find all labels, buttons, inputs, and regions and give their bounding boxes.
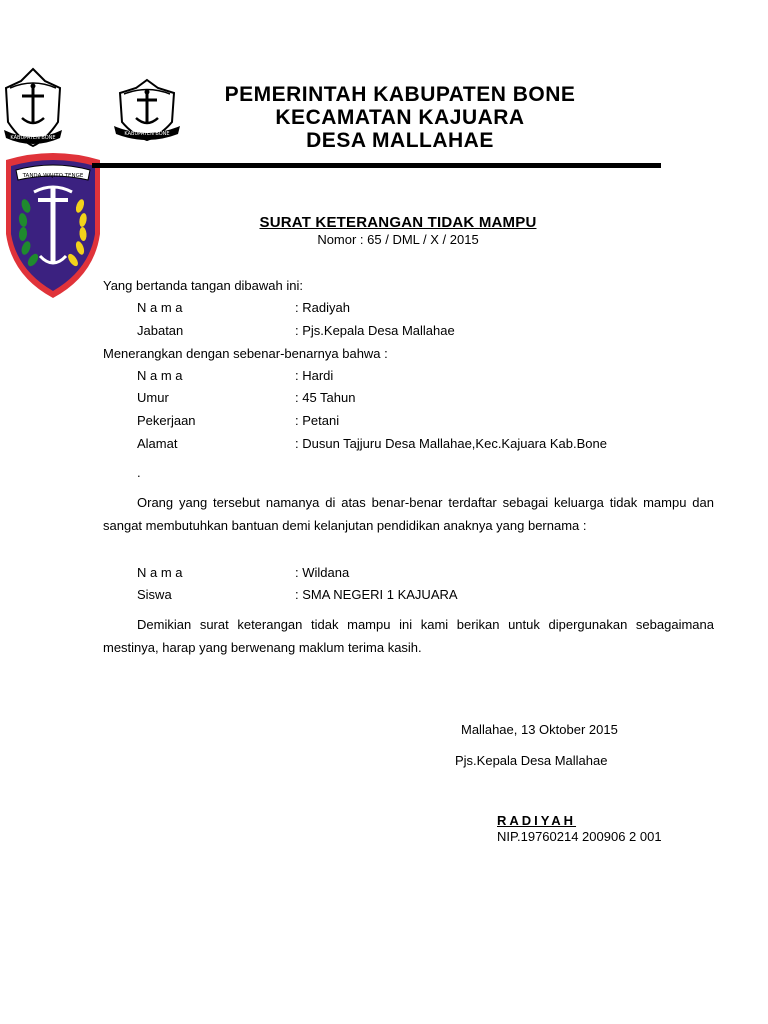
subject-age-value: : 45 Tahun [295,390,356,405]
child-school-value: : SMA NEGERI 1 KAJUARA [295,587,458,602]
child-name-value: : Wildana [295,565,350,580]
letter-title: SURAT KETERANGAN TIDAK MAMPU [259,214,537,231]
kabupaten-bone-emblem-left [2,66,64,152]
signer-nip: NIP.19760214 200906 2 001 [497,829,662,844]
place-date: Mallahae, 13 Oktober 2015 [461,722,618,737]
signer-position-value: : Pjs.Kepala Desa Mallahae [295,323,455,338]
header-government-title: PEMERINTAH KABUPATEN BONE [224,83,576,106]
signer-position-label: Jabatan [137,323,184,338]
subject-name-value: : Hardi [295,368,334,383]
body-paragraph-1: Orang yang tersebut namanya di atas benar-benar terdaftar sebagai keluarga tidak mampu dan sangat membutuhkan bantuan demi kelanjutan pendidikan anaknya yang bernama : [103,495,714,533]
signer-name-value: : Radiyah [295,300,350,315]
subject-age-label: Umur [137,390,169,405]
signer-name-label: N a m a [137,300,183,315]
subject-address-label: Alamat [137,436,178,451]
emblem-banner-text: KABUPATEN BONE [10,135,56,141]
subject-address-value: : Dusun Tajjuru Desa Mallahae,Kec.Kajuara Kab.Bone [295,436,607,451]
signer-name: RADIYAH [497,813,577,828]
letter-number: Nomor : 65 / DML / X / 2015 [317,232,479,247]
header-district-title: KECAMATAN KAJUARA [275,106,525,129]
child-school-label: Siswa [137,587,172,602]
emblem-banner-text: KABUPATEN BONE [124,131,170,137]
declaration-text: Menerangkan dengan sebenar-benarnya bahwa : [103,346,388,361]
header-divider [92,163,661,168]
body-paragraph-2: Demikian surat keterangan tidak mampu ini kami berikan untuk dipergunakan sebagaimana mestinya, harap yang berwenang maklum terima kasih. [103,617,714,655]
child-name-label: N a m a [137,565,183,580]
subject-occupation-value: : Petani [295,413,340,428]
shield-banner-text: TANDA WAJITO TENGE [22,173,84,179]
intro-text: Yang bertanda tangan dibawah ini: [103,278,303,293]
subject-occupation-label: Pekerjaan [137,413,196,428]
signer-position: Pjs.Kepala Desa Mallahae [455,753,608,768]
subject-name-label: N a m a [137,368,183,383]
header-village-title: DESA MALLAHAE [306,129,494,152]
stray-dot: . [137,465,141,480]
